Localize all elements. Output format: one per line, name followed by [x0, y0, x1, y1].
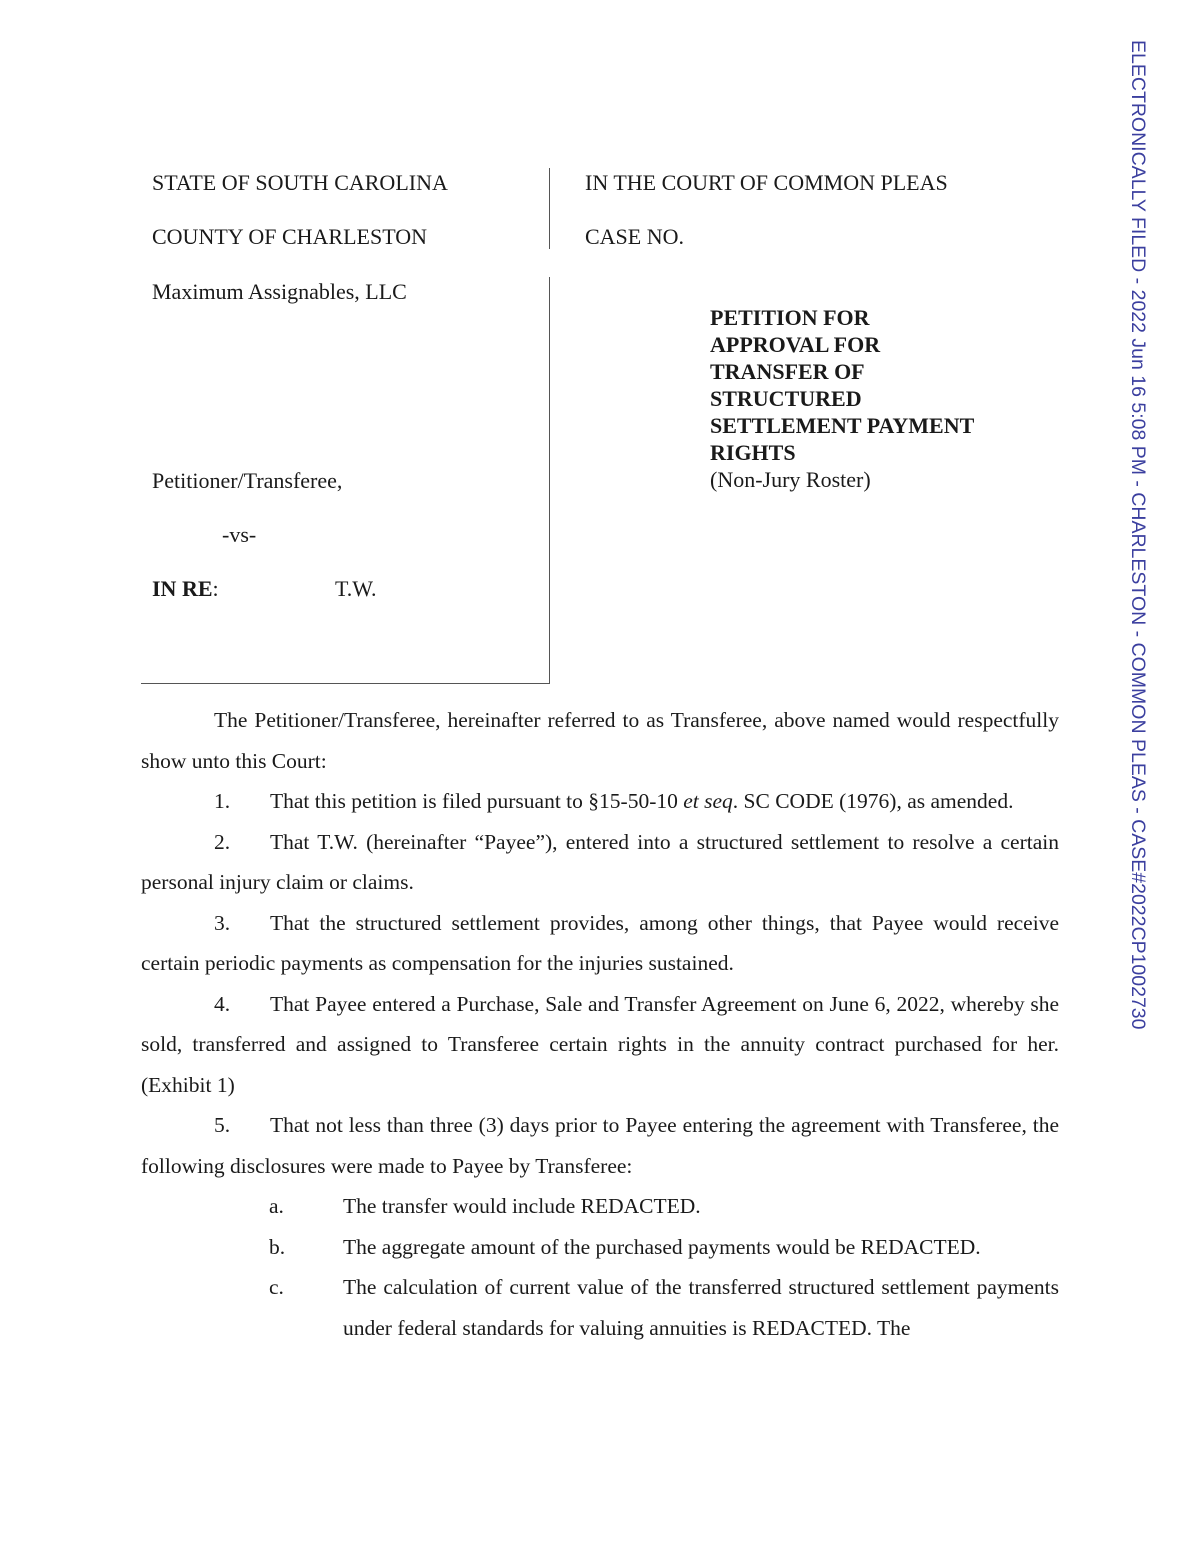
- paragraph-number: 3.: [214, 910, 231, 935]
- paragraph-text: That this petition is filed pursuant to §15-50-10: [270, 789, 684, 813]
- paragraph-2: [141, 822, 1059, 903]
- paragraph-3: [141, 903, 1059, 984]
- item-text: The aggregate amount of the purchased payments would be REDACTED.: [343, 1234, 981, 1259]
- petitioner-name: Maximum Assignables, LLC: [152, 279, 407, 304]
- caption-divider: [549, 277, 550, 683]
- paragraph-text: That T.W. (hereinafter “Payee”), entered into a structured settlement to resolve a certain personal injury claim or claims.: [141, 829, 1059, 894]
- state-caption: STATE OF SOUTH CAROLINA: [152, 170, 448, 195]
- caption-bottom-rule: [141, 683, 550, 684]
- case-number: CASE NO.: [585, 224, 685, 249]
- efiling-stamp-text: ELECTRONICALLY FILED - 2022 Jun 16 5:08 PM - CHARLESTON - COMMON PLEAS - CASE#2022CP1002730: [1127, 40, 1149, 1030]
- item-letter: c.: [269, 1275, 284, 1299]
- in-re-label: IN RE: [152, 576, 213, 601]
- paragraph-text: That not less than three (3) days prior to Payee entering the agreement with Transferee, the following disclosures were made to Payee by Transferee:: [141, 1113, 1059, 1178]
- paragraph-number: 5.: [214, 1113, 231, 1137]
- title-line: PETITION FOR: [710, 305, 870, 330]
- paragraph-1: [141, 781, 1059, 822]
- item-text: The calculation of current value of the transferred structured settlement payments under federal standards for valuing annuities is REDACTED. The: [343, 1275, 1059, 1340]
- title-line: TRANSFER OF: [710, 359, 865, 384]
- disclosure-item-b: [269, 1227, 1059, 1268]
- title-line: APPROVAL FOR: [710, 332, 881, 357]
- title-line: RIGHTS: [710, 440, 796, 465]
- et-seq-italic: et seq: [683, 789, 733, 813]
- paragraph-number: 1.: [214, 789, 231, 813]
- item-text: The transfer would include REDACTED.: [343, 1194, 701, 1218]
- paragraph-5: [141, 1105, 1059, 1186]
- petitioner-role: Petitioner/Transferee,: [152, 468, 343, 493]
- paragraph-text: That Payee entered a Purchase, Sale and Transfer Agreement on June 6, 2022, whereby she sold, transferred and assigned to Transferee certain rights in the annuity contract purchased for her. (Exhibit 1): [141, 991, 1059, 1097]
- paragraph-text: . SC CODE (1976), as amended.: [732, 789, 1014, 813]
- disclosure-item-c: [269, 1267, 1059, 1348]
- in-re-colon: :: [212, 576, 219, 601]
- paragraph-number: 4.: [214, 991, 231, 1016]
- item-letter: b.: [269, 1234, 286, 1259]
- petition-body: [141, 700, 1059, 1348]
- paragraph-number: 2.: [214, 829, 231, 854]
- paragraph-text: That the structured settlement provides, among other things, that Payee would receive certain periodic payments as compensation for the injuries sustained.: [141, 910, 1059, 975]
- item-letter: a.: [269, 1194, 284, 1218]
- title-line: SETTLEMENT PAYMENT: [710, 413, 975, 438]
- versus-label: -vs-: [222, 522, 257, 547]
- efiling-stamp: [1125, 40, 1151, 1040]
- paragraph-4: [141, 984, 1059, 1106]
- disclosure-item-a: [269, 1186, 1059, 1227]
- in-re-party: T.W.: [335, 576, 377, 601]
- in-re-line: [152, 576, 219, 602]
- document-title: [710, 304, 974, 493]
- title-line: STRUCTURED: [710, 386, 862, 411]
- intro-paragraph: The Petitioner/Transferee, hereinafter referred to as Transferee, above named would respectfully show unto this Court:: [141, 708, 1059, 773]
- roster-label: (Non-Jury Roster): [710, 467, 871, 492]
- county-caption: COUNTY OF CHARLESTON: [152, 224, 428, 249]
- court-caption: IN THE COURT OF COMMON PLEAS: [585, 170, 948, 195]
- caption-divider-top: [549, 168, 550, 249]
